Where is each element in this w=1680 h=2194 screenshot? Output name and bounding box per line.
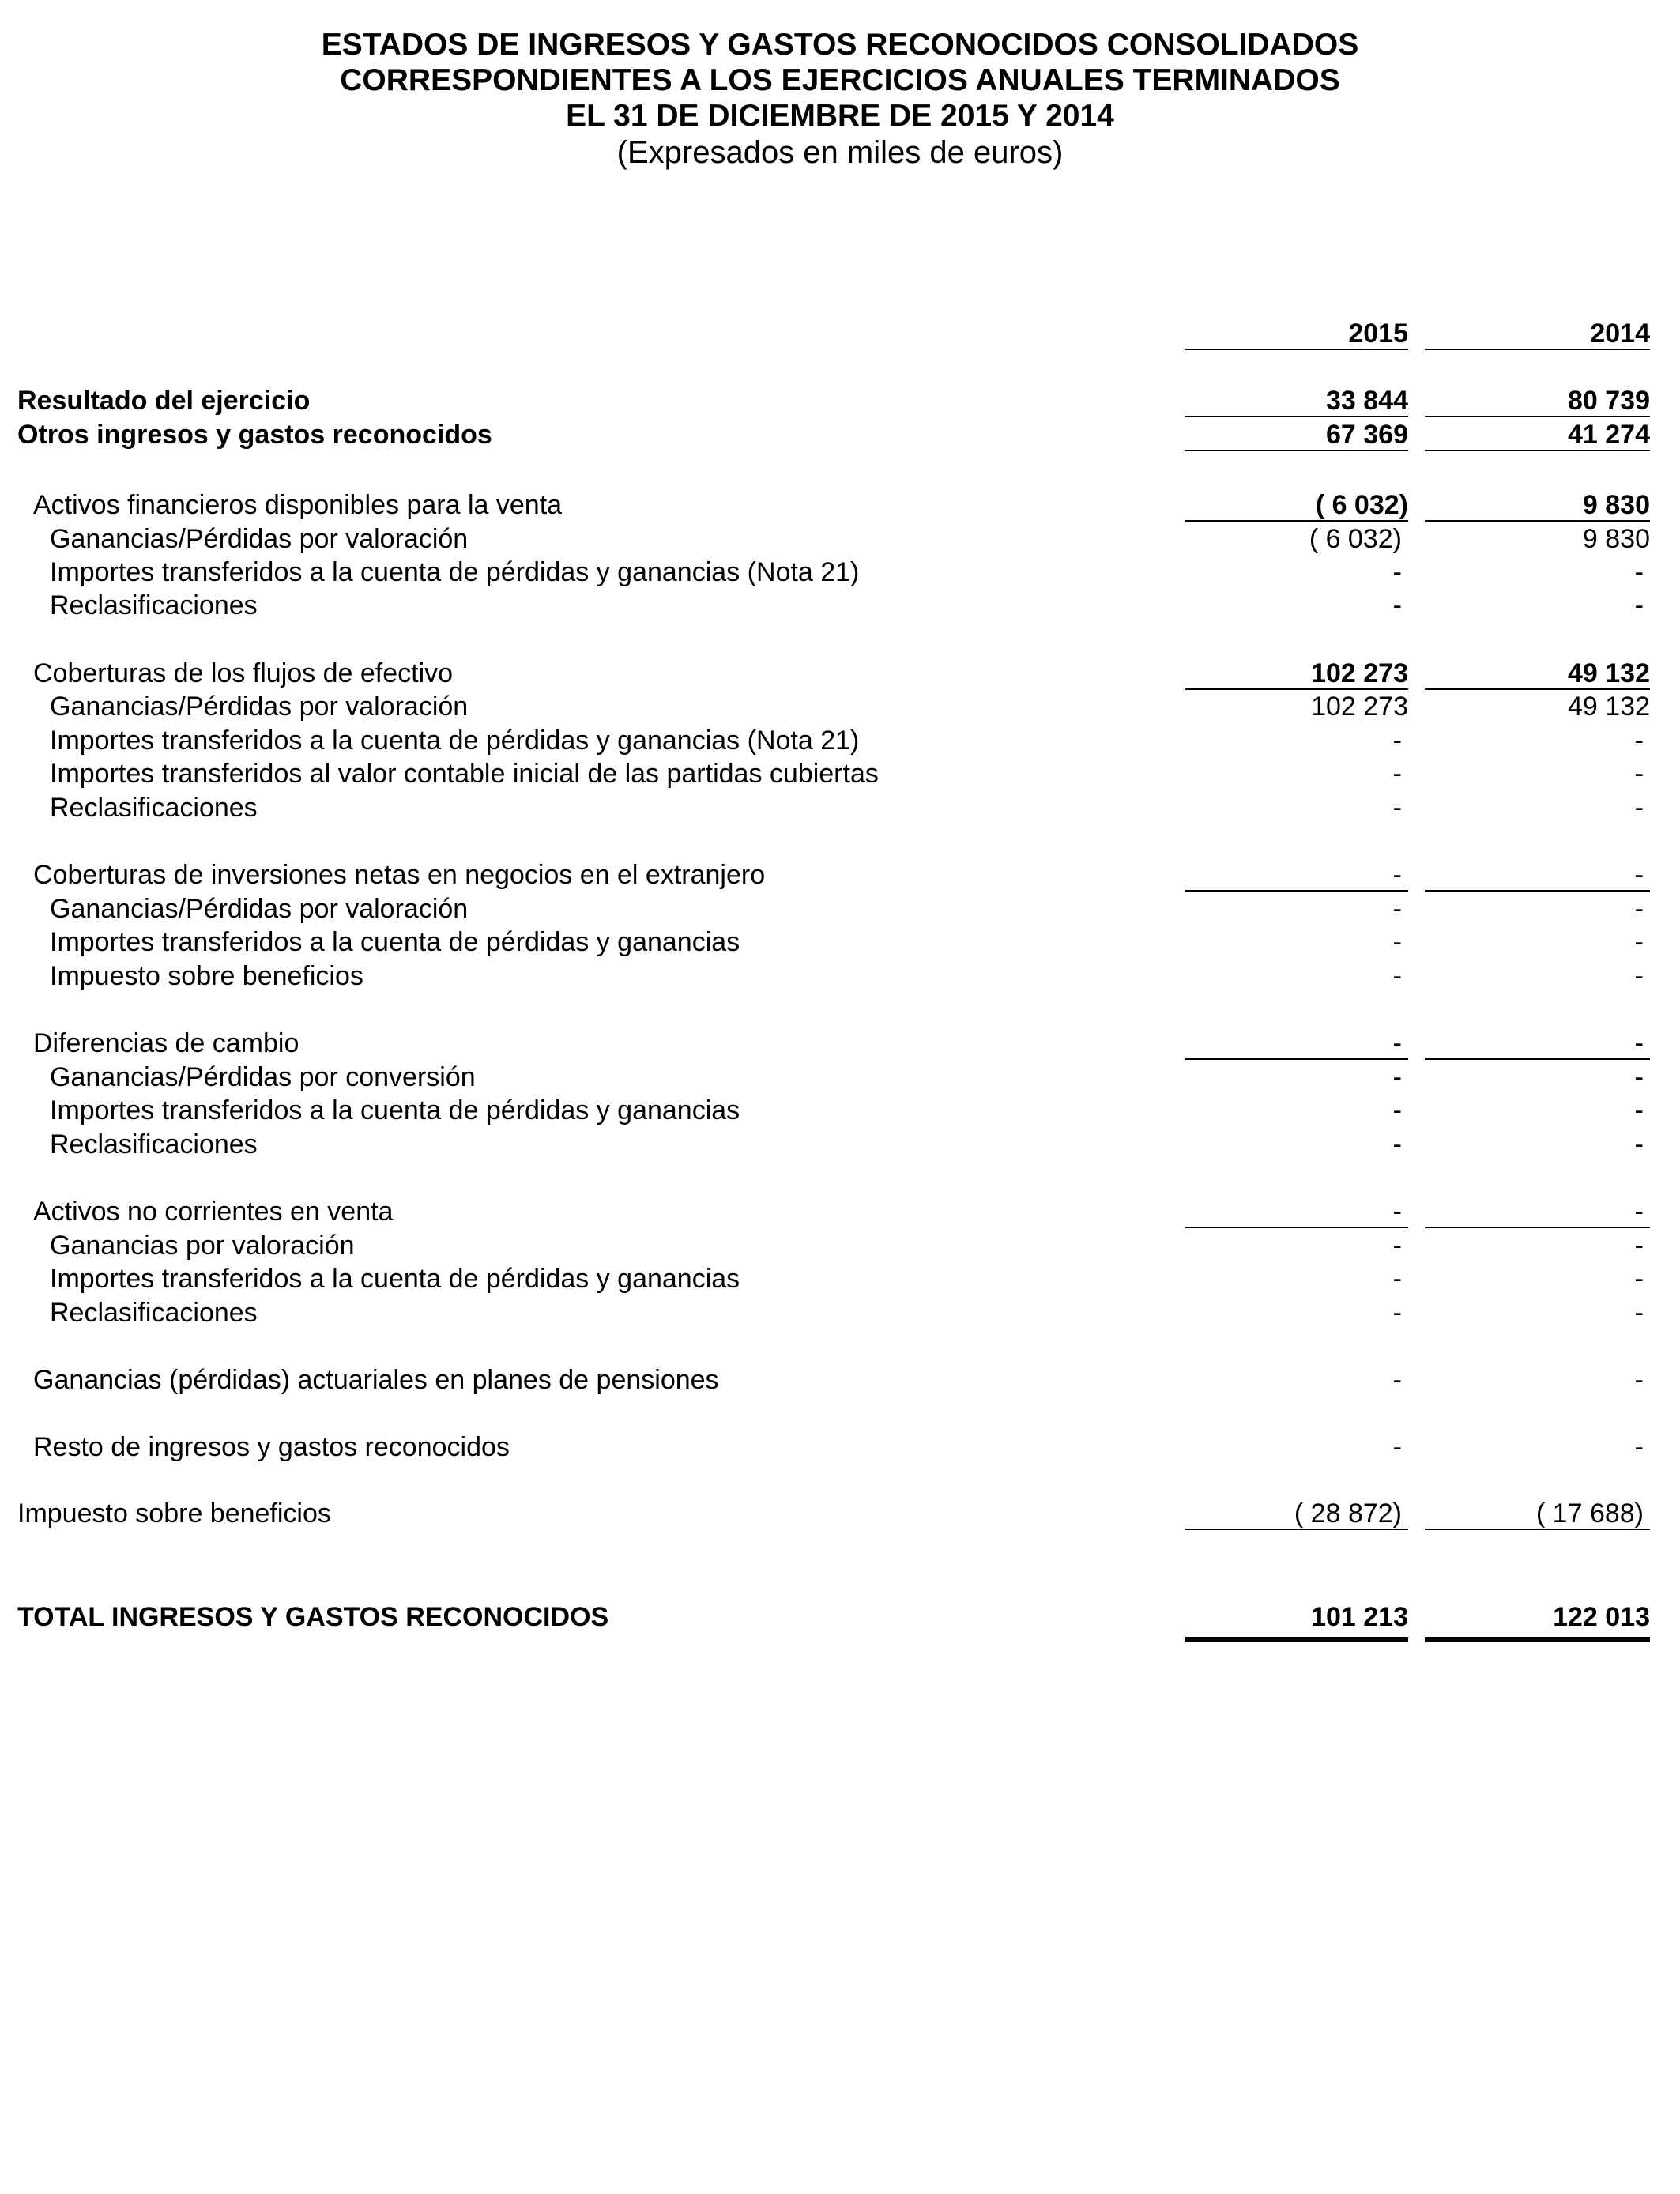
table-row [0, 959, 1680, 993]
value-2015: ( 6 032) [1309, 524, 1402, 554]
value-2014: - [1634, 590, 1644, 620]
value-2014: 41 274 [1425, 418, 1650, 451]
value-2015: 33 844 [1185, 384, 1408, 417]
row-label: Ganancias/Pérdidas por conversión [50, 1062, 476, 1092]
row-label: Ganancias (pérdidas) actuariales en planes de pensiones [33, 1365, 719, 1395]
table-row-section-header [0, 1195, 1680, 1228]
value-2015: - [1392, 961, 1402, 991]
value-2014: - [1634, 1095, 1644, 1125]
row-label: Ganancias/Pérdidas por valoración [50, 894, 469, 924]
value-2015: - [1392, 1129, 1402, 1159]
table-row-section-header [0, 858, 1680, 892]
value-2014: - [1425, 1027, 1650, 1060]
row-label: Reclasificaciones [50, 1298, 258, 1328]
value-2014: - [1634, 1231, 1644, 1261]
column-header-row [0, 317, 1680, 350]
table-row [0, 1128, 1680, 1161]
total-rule-2014 [1425, 1637, 1650, 1642]
table-row [0, 556, 1680, 589]
value-2014: - [1634, 1432, 1644, 1462]
value-2015: - [1392, 759, 1402, 789]
value-2015: ( 6 032) [1185, 488, 1408, 522]
row-label: Ganancias por valoración [50, 1231, 355, 1261]
value-2014: 49 132 [1568, 692, 1650, 722]
table-row [0, 690, 1680, 723]
table-row [0, 892, 1680, 925]
document-subtitle: (Expresados en miles de euros) [616, 135, 1064, 170]
total-rule-2015 [1185, 1637, 1408, 1642]
row-label: Reclasificaciones [50, 1129, 258, 1159]
row-label: Importes transferidos a la cuenta de pérdidas y ganancias [50, 927, 740, 957]
row-label: Otros ingresos y gastos reconocidos [17, 420, 492, 450]
row-label: Reclasificaciones [50, 590, 258, 620]
table-row-total [0, 1600, 1680, 1634]
value-2015: - [1392, 1095, 1402, 1125]
value-2015: - [1392, 557, 1402, 587]
document-title-line-2: CORRESPONDIENTES A LOS EJERCICIOS ANUALES TERMINADOS [340, 63, 1340, 97]
value-2014: - [1634, 1129, 1644, 1159]
table-row [0, 757, 1680, 790]
row-label: Reclasificaciones [50, 793, 258, 823]
table-row [0, 1431, 1680, 1464]
value-2014: 9 830 [1582, 524, 1650, 554]
value-2015: 102 273 [1311, 692, 1408, 722]
row-label: Coberturas de inversiones netas en negocios en el extranjero [33, 860, 766, 890]
value-2014: - [1634, 1365, 1644, 1395]
document-title-line-3: EL 31 DE DICIEMBRE DE 2015 Y 2014 [566, 99, 1114, 133]
value-2015: - [1392, 726, 1402, 756]
row-label: Activos financieros disponibles para la venta [33, 490, 563, 520]
column-header-2014: 2014 [1425, 317, 1650, 350]
table-row [0, 925, 1680, 959]
table-row [0, 522, 1680, 556]
row-label: Coberturas de los flujos de efectivo [33, 658, 454, 688]
value-2015: - [1392, 1298, 1402, 1328]
value-2014: - [1425, 858, 1650, 892]
column-header-2015: 2015 [1185, 317, 1408, 350]
row-label: Importes transferidos al valor contable inicial de las partidas cubiertas [50, 759, 879, 789]
value-2015: - [1392, 1264, 1402, 1294]
total-value-2015: 101 213 [1311, 1602, 1408, 1632]
table-row [0, 589, 1680, 622]
value-2014: - [1634, 1264, 1644, 1294]
row-label: Importes transferidos a la cuenta de pérdidas y ganancias (Nota 21) [50, 726, 860, 756]
value-2014: - [1634, 557, 1644, 587]
value-2015: - [1392, 1365, 1402, 1395]
document-header [0, 27, 1680, 172]
row-label: Impuesto sobre beneficios [50, 961, 363, 991]
table-row [0, 791, 1680, 824]
value-2015: - [1185, 1027, 1408, 1060]
table-row [0, 1229, 1680, 1262]
row-label: Impuesto sobre beneficios [17, 1498, 331, 1529]
value-2015: - [1392, 590, 1402, 620]
row-label: Resto de ingresos y gastos reconocidos [33, 1432, 510, 1462]
total-label: TOTAL INGRESOS Y GASTOS RECONOCIDOS [17, 1602, 609, 1632]
row-label: Importes transferidos a la cuenta de pérdidas y ganancias (Nota 21) [50, 557, 860, 587]
row-label: Diferencias de cambio [33, 1028, 299, 1058]
table-row-section-header [0, 1027, 1680, 1060]
table-row [0, 1094, 1680, 1127]
value-2014: - [1634, 793, 1644, 823]
value-2014: - [1425, 1195, 1650, 1228]
value-2014: ( 17 688) [1425, 1497, 1650, 1530]
row-label: Resultado del ejercicio [17, 386, 311, 416]
value-2015: 67 369 [1185, 418, 1408, 451]
table-row-section-header [0, 488, 1680, 522]
value-2014: 49 132 [1425, 657, 1650, 690]
row-label: Importes transferidos a la cuenta de pérdidas y ganancias [50, 1095, 740, 1125]
value-2014: - [1634, 927, 1644, 957]
value-2015: ( 28 872) [1185, 1497, 1408, 1530]
table-row-section-header [0, 657, 1680, 690]
table-row [0, 1262, 1680, 1295]
table-row [0, 1061, 1680, 1094]
value-2014: - [1634, 894, 1644, 924]
table-row-otros-ingresos [0, 418, 1680, 451]
value-2015: - [1392, 1231, 1402, 1261]
value-2015: - [1392, 793, 1402, 823]
row-label: Activos no corrientes en venta [33, 1197, 394, 1227]
value-2014: 80 739 [1425, 384, 1650, 417]
value-2014: - [1634, 726, 1644, 756]
value-2015: - [1392, 1062, 1402, 1092]
row-label: Importes transferidos a la cuenta de pérdidas y ganancias [50, 1264, 740, 1294]
value-2015: - [1185, 858, 1408, 892]
row-label: Ganancias/Pérdidas por valoración [50, 692, 469, 722]
value-2014: - [1634, 1298, 1644, 1328]
value-2015: 102 273 [1185, 657, 1408, 690]
value-2014: - [1634, 961, 1644, 991]
value-2015: - [1392, 894, 1402, 924]
table-row [0, 724, 1680, 757]
row-label: Ganancias/Pérdidas por valoración [50, 524, 469, 554]
value-2014: - [1634, 1062, 1644, 1092]
value-2014: 9 830 [1425, 488, 1650, 522]
value-2014: - [1634, 759, 1644, 789]
value-2015: - [1185, 1195, 1408, 1228]
total-value-2014: 122 013 [1553, 1602, 1650, 1632]
value-2015: - [1392, 927, 1402, 957]
value-2015: - [1392, 1432, 1402, 1462]
table-row [0, 1363, 1680, 1397]
table-row-impuesto [0, 1497, 1680, 1530]
table-row [0, 1296, 1680, 1329]
table-row-resultado [0, 384, 1680, 417]
document-title-line-1: ESTADOS DE INGRESOS Y GASTOS RECONOCIDOS CONSOLIDADOS [321, 28, 1359, 62]
